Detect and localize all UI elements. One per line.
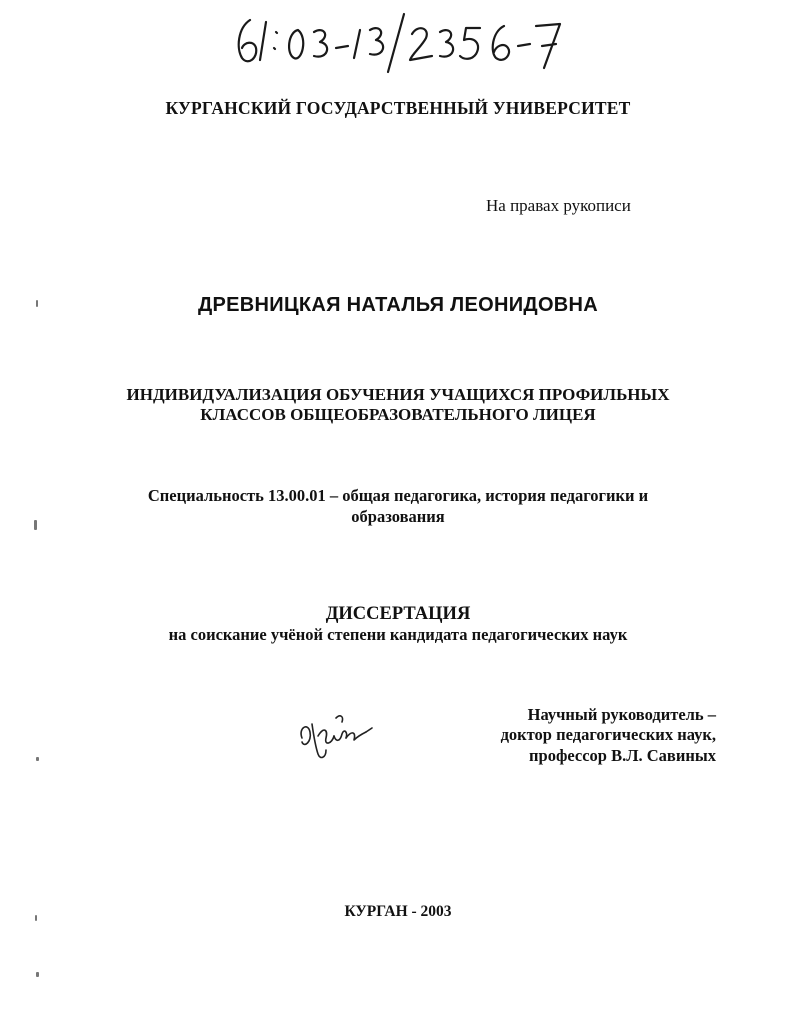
author-signature: [296, 708, 374, 766]
supervisor-label: Научный руководитель –: [527, 705, 716, 724]
dissertation-title-line-2: КЛАССОВ ОБЩЕОБРАЗОВАТЕЛЬНОГО ЛИЦЕЯ: [200, 405, 596, 424]
scan-speck: [35, 915, 37, 921]
place-and-year: КУРГАН - 2003: [344, 903, 452, 920]
university-name: КУРГАНСКИЙ ГОСУДАРСТВЕННЫЙ УНИВЕРСИТЕТ: [165, 98, 631, 118]
specialty-line-2: образования: [351, 507, 445, 526]
author-name: ДРЕВНИЦКАЯ НАТАЛЬЯ ЛЕОНИДОВНА: [197, 294, 599, 316]
scan-speck: [36, 300, 38, 307]
supervisor-name: профессор В.Л. Савиных: [529, 746, 716, 765]
degree-subheading: на соискание учёной степени кандидата педагогических наук: [168, 625, 628, 644]
specialty-line-1: Специальность 13.00.01 – общая педагогика, история педагогики и: [147, 486, 649, 505]
supervisor-degree: доктор педагогических наук,: [500, 725, 716, 744]
scan-speck: [36, 757, 39, 761]
scan-speck: [36, 972, 39, 977]
dissertation-title-line-1: ИНДИВИДУАЛИЗАЦИЯ ОБУЧЕНИЯ УЧАЩИХСЯ ПРОФИЛЬНЫХ: [126, 385, 670, 404]
manuscript-rights-note: На правах рукописи: [486, 196, 631, 215]
scan-speck: [34, 520, 37, 530]
dissertation-heading: ДИССЕРТАЦИЯ: [325, 604, 471, 624]
handwritten-archive-code: [228, 8, 568, 78]
